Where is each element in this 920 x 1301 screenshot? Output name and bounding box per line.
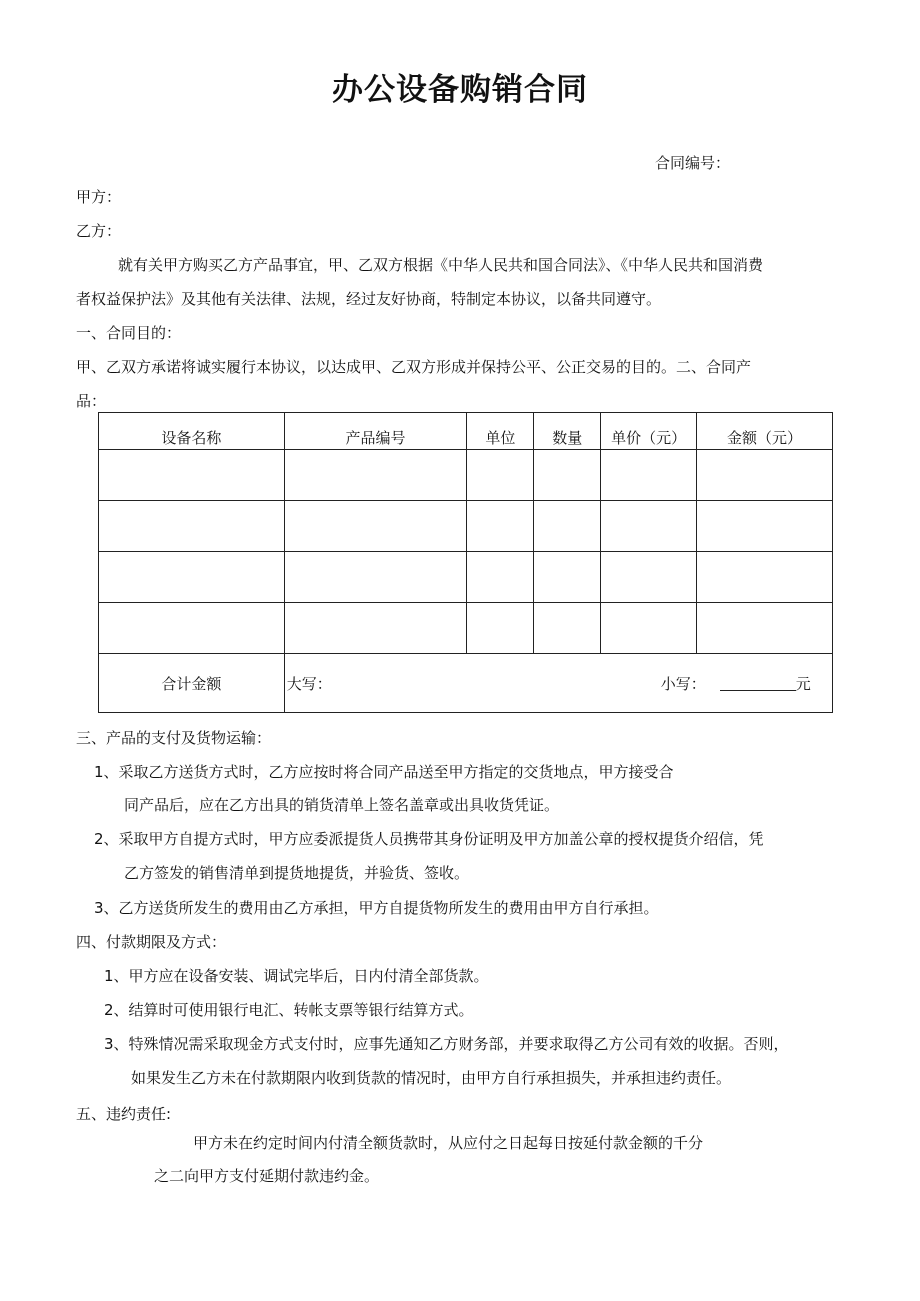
total-amount-label: 合计金额 (99, 654, 285, 713)
table-total-row (99, 654, 833, 713)
section-1-heading: 一、合同目的： (76, 324, 182, 342)
section-4-heading: 四、付款期限及方式： (76, 933, 227, 951)
party-b-label: 乙方： (76, 222, 122, 240)
table-row (99, 603, 833, 654)
table-cell (697, 501, 833, 552)
table-cell (284, 603, 467, 654)
table-cell (601, 501, 697, 552)
table-cell (467, 552, 534, 603)
header-unit-price: 单价（元） (601, 413, 697, 450)
header-equipment-name: 设备名称 (99, 413, 285, 450)
table-cell (601, 603, 697, 654)
table-cell (534, 450, 601, 501)
header-unit: 单位 (467, 413, 534, 450)
section-4-item-3-line-1: 3、特殊情况需采取现金方式支付时，应事先通知乙方财务部，并要求取得乙方公司有效的收据。否则， (104, 1035, 789, 1053)
table-cell (467, 501, 534, 552)
party-a-label: 甲方： (76, 188, 122, 206)
table-cell (697, 552, 833, 603)
intro-paragraph-line-2: 者权益保护法》及其他有关法律、法规，经过友好协商，特制定本协议，以备共同遵守。 (76, 290, 662, 308)
table-row (99, 450, 833, 501)
table-cell (534, 603, 601, 654)
header-quantity: 数量 (534, 413, 601, 450)
header-amount: 金额（元） (697, 413, 833, 450)
section-3-item-2-line-1: 2、采取甲方自提方式时，甲方应委派提货人员携带其身份证明及甲方加盖公章的授权提货介绍信，凭 (94, 830, 764, 848)
section-4-item-3-line-2: 如果发生乙方未在付款期限内收到货款的情况时，由甲方自行承担损失，并承担违约责任。 (131, 1069, 732, 1087)
table-cell (697, 450, 833, 501)
table-cell (284, 501, 467, 552)
table-cell (697, 603, 833, 654)
section-3-item-3: 3、乙方送货所发生的费用由乙方承担，甲方自提货物所发生的费用由甲方自行承担。 (94, 899, 659, 917)
table-cell (284, 552, 467, 603)
section-3-item-2-line-2: 乙方签发的销售清单到提货地提货，并验货、签收。 (124, 864, 470, 882)
total-small-blank (720, 675, 796, 691)
table-cell (99, 450, 285, 501)
table-cell (534, 501, 601, 552)
table-cell (467, 603, 534, 654)
table-cell (534, 552, 601, 603)
table-cell (601, 450, 697, 501)
table-cell (99, 552, 285, 603)
contract-number-label: 合同编号： (655, 154, 731, 172)
product-table (98, 412, 833, 713)
section-3-heading: 三、产品的支付及货物运输： (76, 729, 272, 747)
total-small-group (661, 673, 811, 694)
total-capital-label: 大写： (286, 675, 332, 693)
section-4-item-2: 2、结算时可使用银行电汇、转帐支票等银行结算方式。 (104, 1001, 474, 1019)
table-cell (467, 450, 534, 501)
table-cell (99, 603, 285, 654)
section-1-text-line-2: 品： (76, 392, 107, 410)
section-5-heading: 五、违约责任: (76, 1105, 172, 1123)
section-1-text-line-1: 甲、乙双方承诺将诚实履行本协议，以达成甲、乙双方形成并保持公平、公正交易的目的。二、合同产 (76, 358, 752, 376)
table-cell (284, 450, 467, 501)
section-5-line-1: 甲方未在约定时间内付清全额货款时，从应付之日起每日按延付款金额的千分 (193, 1134, 704, 1152)
table-header-row (99, 413, 833, 450)
intro-paragraph-line-1: 就有关甲方购买乙方产品事宜，甲、乙双方根据《中华人民共和国合同法》、《中华人民共和国消费 (118, 256, 764, 274)
section-3-item-1-line-2: 同产品后，应在乙方出具的销货清单上签名盖章或出具收货凭证。 (124, 796, 560, 814)
table-row (99, 501, 833, 552)
header-product-number: 产品编号 (284, 413, 467, 450)
table-cell (99, 501, 285, 552)
section-3-item-1-line-1: 1、采取乙方送货方式时，乙方应按时将合同产品送至甲方指定的交货地点，甲方接受合 (94, 763, 674, 781)
total-small-unit: 元 (795, 675, 811, 693)
total-amount-cell (284, 654, 832, 713)
table-cell (601, 552, 697, 603)
total-small-label: 小写： (660, 675, 706, 693)
document-title: 办公设备购销合同 (332, 72, 588, 108)
table-row (99, 552, 833, 603)
section-5-line-2: 之二向甲方支付延期付款违约金。 (154, 1167, 380, 1185)
section-4-item-1: 1、甲方应在设备安装、调试完毕后，日内付清全部货款。 (104, 967, 489, 985)
